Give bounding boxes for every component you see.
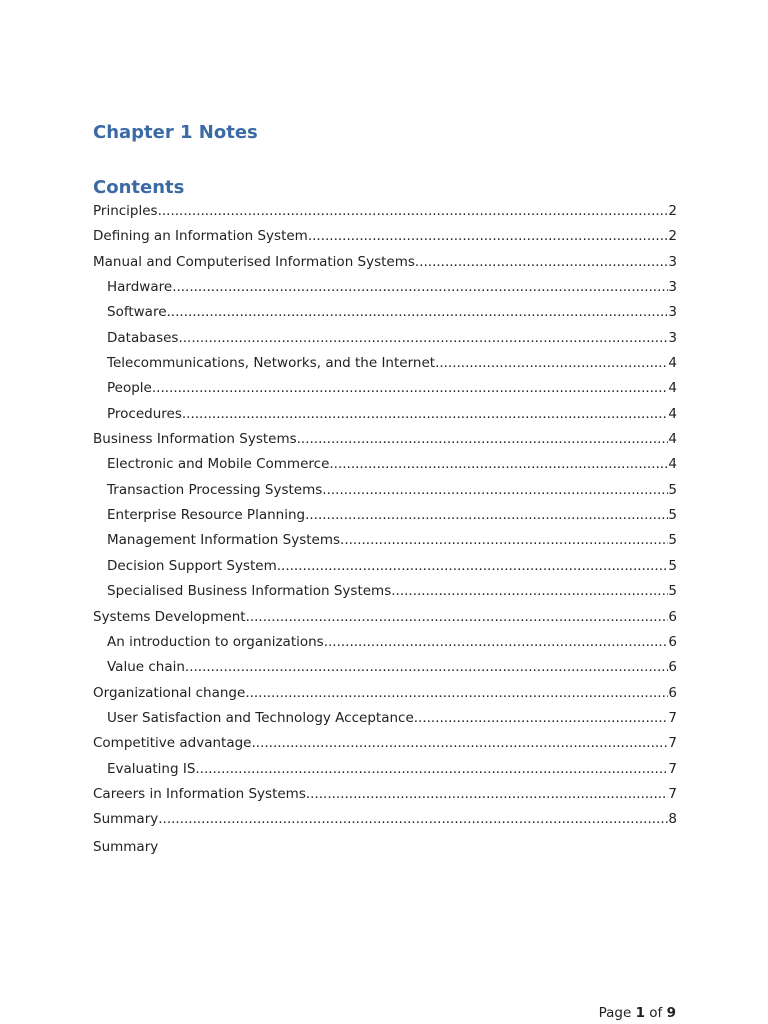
toc-entry[interactable] — [93, 377, 677, 402]
toc-entry-page-number: 3 — [668, 329, 677, 346]
toc-entry[interactable] — [93, 352, 677, 377]
toc-entry[interactable] — [93, 225, 677, 250]
toc-dot-leader — [277, 555, 669, 577]
toc-entry[interactable] — [93, 555, 677, 580]
total-pages-number: 9 — [666, 1005, 676, 1021]
toc-entry-page-number: 7 — [668, 735, 677, 752]
toc-entry-page-number: 6 — [668, 659, 677, 676]
toc-entry-label: Hardware — [107, 279, 173, 296]
toc-entry-label: Principles — [93, 203, 158, 219]
page-of-word: of — [649, 1005, 663, 1021]
toc-entry[interactable] — [93, 403, 677, 428]
toc-entry-label: Evaluating IS — [107, 760, 196, 777]
toc-dot-leader — [414, 707, 669, 729]
toc-entry-page-number: 4 — [668, 431, 677, 448]
toc-entry[interactable] — [93, 301, 677, 326]
toc-dot-leader — [178, 327, 668, 349]
toc-entry[interactable] — [93, 200, 677, 225]
toc-entry-label: Systems Development — [93, 608, 246, 625]
toc-entry-label: Transaction Processing Systems — [107, 481, 323, 498]
toc-dot-leader — [195, 758, 668, 780]
toc-dot-leader — [172, 276, 668, 298]
toc-dot-leader — [322, 479, 668, 501]
toc-entry-label: Databases — [107, 329, 179, 346]
toc-entry-page-number: 7 — [668, 760, 677, 777]
toc-entry-label: Procedures — [107, 405, 182, 422]
toc-dot-leader — [185, 656, 668, 678]
toc-entry-label: Organizational change — [93, 684, 246, 701]
toc-entry-page-number: 3 — [668, 304, 677, 321]
toc-entry[interactable] — [93, 529, 677, 554]
document-title: Chapter 1 Notes — [93, 122, 258, 143]
toc-dot-leader — [158, 200, 669, 222]
toc-entry-page-number: 3 — [668, 253, 677, 270]
toc-dot-leader — [297, 428, 669, 450]
toc-entry-label: User Satisfaction and Technology Acceptance — [107, 709, 414, 726]
toc-dot-leader — [435, 352, 668, 374]
toc-dot-leader — [252, 732, 669, 754]
toc-entry[interactable] — [93, 580, 677, 605]
toc-entry-page-number: 4 — [668, 456, 677, 473]
toc-entry-label: Decision Support System — [107, 557, 277, 574]
toc-entry[interactable] — [93, 707, 677, 732]
toc-entry-label: Software — [107, 304, 167, 321]
toc-entry-label: Management Information Systems — [107, 532, 341, 549]
toc-entry[interactable] — [93, 251, 677, 276]
toc-entry-page-number: 2 — [668, 228, 677, 245]
toc-entry-label: Value chain — [107, 659, 185, 676]
toc-entry-page-number: 7 — [668, 709, 677, 726]
page-prefix: Page — [598, 1005, 632, 1021]
toc-entry-page-number: 6 — [668, 684, 677, 701]
toc-entry[interactable] — [93, 327, 677, 352]
toc-entry-page-number: 5 — [668, 557, 677, 574]
toc-entry[interactable] — [93, 453, 677, 478]
toc-entry-label: Competitive advantage — [93, 735, 252, 752]
toc-entry[interactable] — [93, 606, 677, 631]
toc-entry[interactable] — [93, 479, 677, 504]
toc-entry[interactable] — [93, 808, 677, 833]
table-of-contents — [93, 200, 677, 834]
toc-entry-page-number: 4 — [668, 355, 677, 372]
toc-dot-leader — [308, 225, 669, 247]
toc-entry[interactable] — [93, 783, 677, 808]
toc-dot-leader — [415, 251, 668, 273]
toc-dot-leader — [340, 529, 668, 551]
toc-entry-page-number: 4 — [668, 405, 677, 422]
toc-entry[interactable] — [93, 504, 677, 529]
toc-entry-page-number: 5 — [668, 507, 677, 524]
toc-entry[interactable] — [93, 276, 677, 301]
toc-entry-label: Specialised Business Information Systems — [107, 583, 392, 600]
toc-entry-label: An introduction to organizations — [107, 633, 324, 650]
toc-dot-leader — [391, 580, 668, 602]
toc-entry[interactable] — [93, 682, 677, 707]
toc-entry-page-number: 7 — [668, 785, 677, 802]
toc-dot-leader — [329, 453, 668, 475]
toc-entry-label: Telecommunications, Networks, and the Internet — [107, 355, 436, 372]
toc-dot-leader — [324, 631, 669, 653]
toc-dot-leader — [245, 682, 668, 704]
toc-dot-leader — [182, 403, 669, 425]
toc-dot-leader — [152, 377, 669, 399]
toc-dot-leader — [305, 504, 668, 526]
toc-entry-label: Manual and Computerised Information Systems — [93, 253, 415, 270]
toc-entry-label: Careers in Information Systems — [93, 785, 306, 802]
toc-entry-page-number: 6 — [668, 608, 677, 625]
toc-entry-page-number: 4 — [668, 380, 677, 397]
toc-dot-leader — [167, 301, 669, 323]
toc-entry[interactable] — [93, 656, 677, 681]
toc-entry-label: Defining an Information System — [93, 228, 308, 245]
toc-entry-page-number: 2 — [668, 203, 677, 219]
toc-dot-leader — [158, 808, 668, 830]
toc-entry[interactable] — [93, 428, 677, 453]
toc-dot-leader — [306, 783, 669, 805]
toc-entry-label: Business Information Systems — [93, 431, 297, 448]
toc-dot-leader — [246, 606, 669, 628]
toc-entry[interactable] — [93, 758, 677, 783]
toc-entry-label: Summary — [93, 811, 159, 828]
current-page-number: 1 — [635, 1005, 645, 1021]
page-footer — [599, 1005, 676, 1021]
trailing-summary-text: Summary — [93, 839, 159, 855]
toc-entry-label: Electronic and Mobile Commerce — [107, 456, 330, 473]
toc-entry-page-number: 6 — [668, 633, 677, 650]
toc-entry[interactable] — [93, 631, 677, 656]
toc-entry-page-number: 5 — [668, 583, 677, 600]
toc-entry-label: Enterprise Resource Planning — [107, 507, 306, 524]
toc-entry[interactable] — [93, 732, 677, 757]
toc-entry-page-number: 8 — [668, 811, 677, 828]
contents-heading: Contents — [93, 177, 185, 198]
toc-entry-page-number: 3 — [668, 279, 677, 296]
toc-entry-label: People — [107, 380, 152, 397]
toc-entry-page-number: 5 — [668, 532, 677, 549]
toc-entry-page-number: 5 — [668, 481, 677, 498]
